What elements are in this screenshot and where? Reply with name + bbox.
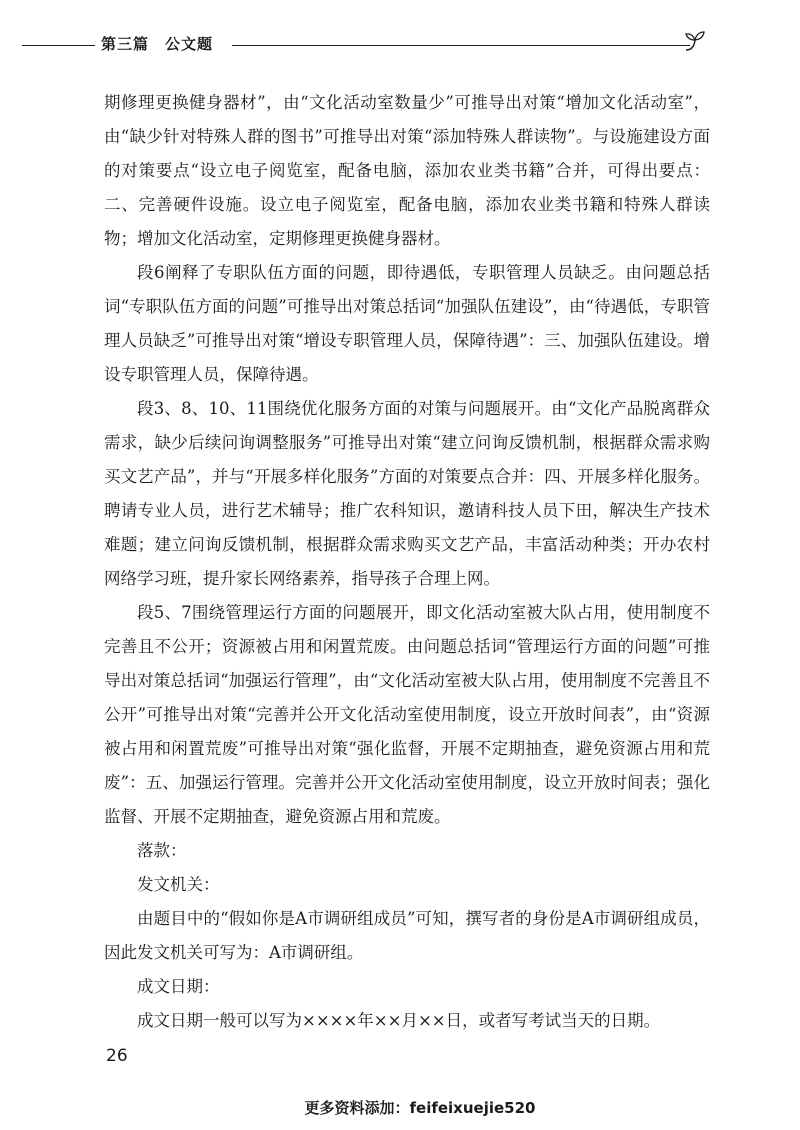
issuer-paragraph: 由题目中的“假如你是A市调研组成员”可知，撰写者的身份是A市调研组成员，因此发文机关可写为：A市调研组。 <box>104 909 710 962</box>
sprout-icon <box>682 28 708 54</box>
date-paragraph: 成文日期一般可以写为××××年××月××日，或者写考试当天的日期。 <box>137 1011 661 1030</box>
running-header <box>0 28 800 64</box>
footer-note: 更多资料添加：feifeixuejie520 <box>304 1099 536 1117</box>
paragraph-service: 段3、8、10、11围绕优化服务方面的对策与问题展开。由“文化产品脱离群众需求，缺少后续问询调整服务”可推导出对策“建立问询反馈机制，根据群众需求购买文艺产品”，并与“开展多样化服务”方面的对策要点合并：四、开展多样化服务。聘请专业人员，进行艺术辅导；推广农科知识，邀请科技人员下田，解决生产技术难题；建立问询反馈机制，根据群众需求购买文艺产品，丰富活动种类；开办农村网络学习班，提升家长网络素养，指导孩子合理上网。 <box>104 399 710 588</box>
paragraph-team-building: 段6阐释了专职队伍方面的问题，即待遇低，专职管理人员缺乏。由问题总括词“专职队伍方面的问题”可推导出对策总括词“加强队伍建设”，由“待遇低，专职管理人员缺乏”可推导出对策“增设专职管理人员，保障待遇”：三、加强队伍建设。增设专职管理人员，保障待遇。 <box>104 263 710 384</box>
date-heading: 成文日期： <box>137 977 220 996</box>
page-number: 26 <box>106 1046 128 1066</box>
paragraph-management: 段5、7围绕管理运行方面的问题展开，即文化活动室被大队占用，使用制度不完善且不公开；资源被占用和闲置荒废。由问题总括词“管理运行方面的问题”可推导出对策总括词“加强运行管理”，由“文化活动室被大队占用，使用制度不完善且不公开”可推导出对策“完善并公开文化活动室使用制度，设立开放时间表”，由“资源被占用和闲置荒废”可推导出对策“强化监督，开展不定期抽查，避免资源占用和荒废”：五、加强运行管理。完善并公开文化活动室使用制度，设立开放时间表；强化监督、开展不定期抽查，避免资源占用和荒废。 <box>104 603 710 826</box>
body-text <box>104 86 710 1038</box>
signature-heading: 落款： <box>137 841 187 860</box>
section-title: 第三篇 公文题 <box>101 35 214 53</box>
paragraph-continuation: 期修理更换健身器材”，由“文化活动室数量少”可推导出对策“增加文化活动室”，由“缺少针对特殊人群的图书”可推导出对策“添加特殊人群读物”。与设施建设方面的对策要点“设立电子阅览室，配备电脑，添加农业类书籍”合并，可得出要点：二、完善硬件设施。设立电子阅览室，配备电脑，添加农业类书籍和特殊人群读物；增加文化活动室，定期修理更换健身器材。 <box>104 93 710 248</box>
header-rule-right <box>232 45 690 46</box>
issuer-heading: 发文机关： <box>137 875 220 894</box>
header-rule-left <box>22 45 95 46</box>
